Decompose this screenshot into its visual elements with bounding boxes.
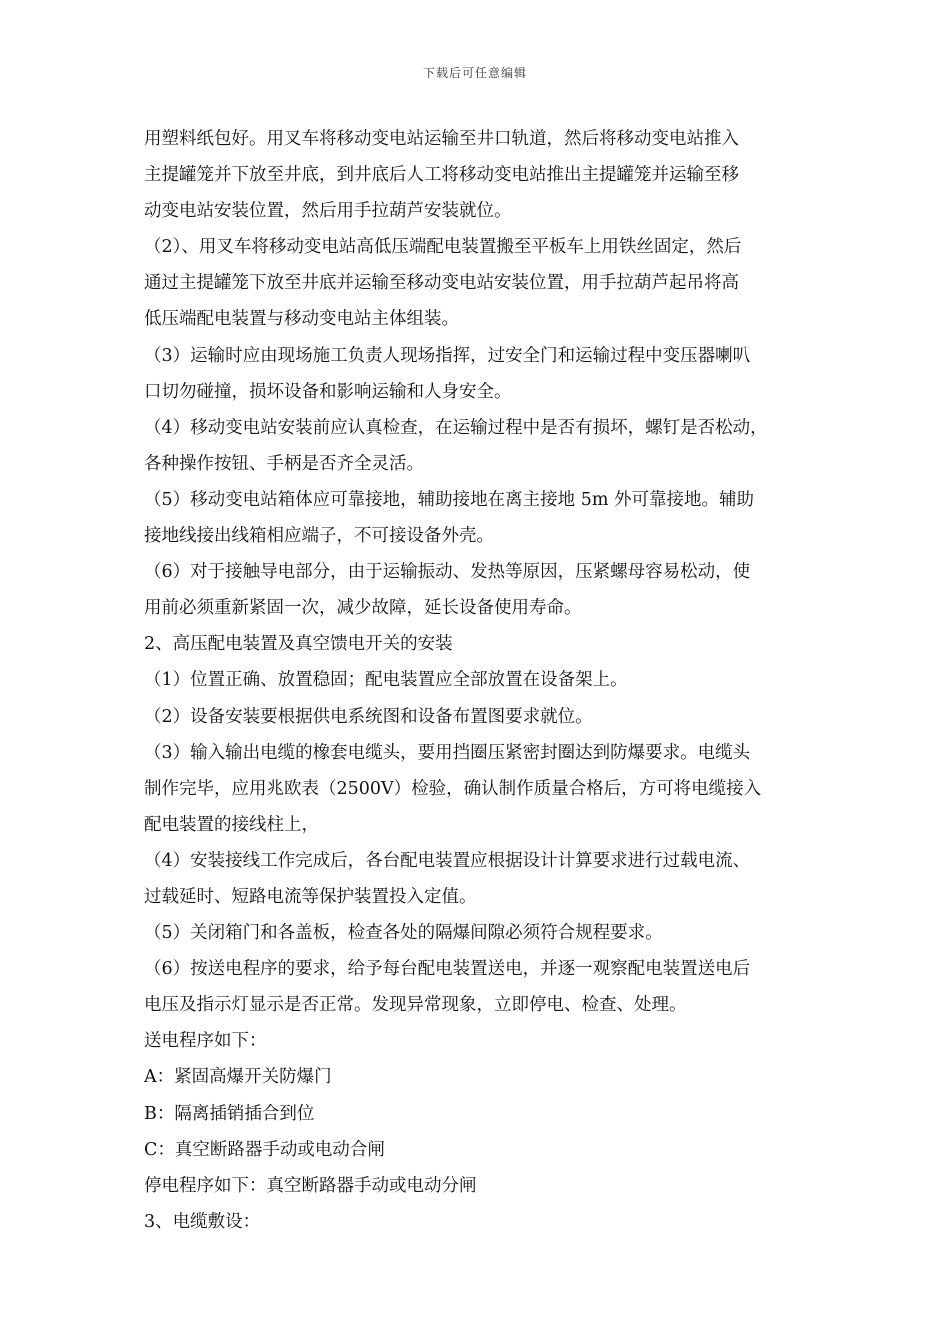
text-line: （2）、用叉车将移动变电站高低压端配电装置搬至平板车上用铁丝固定，然后 (144, 237, 742, 258)
text-line: 送电程序如下： (144, 1031, 267, 1052)
text-line: 电压及指示灯显示是否正常。发现异常现象，立即停电、检查、处理。 (144, 995, 687, 1016)
text-line: 主提罐笼并下放至井底，到井底后人工将移动变电站推出主提罐笼并运输至移 (144, 165, 739, 186)
text-line: 接地线接出线箱相应端子，不可接设备外壳。 (144, 526, 494, 547)
text-line: （1）位置正确、放置稳固；配电装置应全部放置在设备架上。 (144, 670, 628, 691)
text-line: B：隔离插销插合到位 (144, 1103, 315, 1124)
text-line: 制作完毕，应用兆欧表（2500V）检验，确认制作质量合格后，方可将电缆接入 (144, 778, 762, 799)
text-line: （5）关闭箱门和各盖板，检查各处的隔爆间隙必须符合规程要求。 (144, 923, 663, 944)
text-line: （6）按送电程序的要求，给予每台配电装置送电，并逐一观察配电装置送电后 (144, 959, 751, 980)
page-header-note: 下载后可任意编辑 (422, 66, 527, 80)
text-line: 低压端配电装置与移动变电站主体组装。 (144, 309, 459, 330)
text-line: （4）移动变电站安装前应认真检查，在运输过程中是否有损坏，螺钉是否松动， (144, 417, 768, 438)
text-line: 口切勿碰撞，损坏设备和影响运输和人身安全。 (144, 381, 512, 402)
section-heading: 2、高压配电装置及真空馈电开关的安装 (144, 634, 453, 655)
section-heading: 3、电缆敷设： (144, 1211, 261, 1232)
text-line: （5）移动变电站箱体应可靠接地，辅助接地在离主接地 5m 外可靠接地。辅助 (144, 489, 754, 510)
text-line: 停电程序如下：真空断路器手动或电动分闸 (144, 1175, 477, 1196)
text-line: （3）输入输出电缆的橡套电缆头，要用挡圈压紧密封圈达到防爆要求。电缆头 (144, 742, 751, 763)
text-line: （2）设备安装要根据供电系统图和设备布置图要求就位。 (144, 706, 593, 727)
text-line: 用前必须重新紧固一次，减少故障，延长设备使用寿命。 (144, 598, 582, 619)
text-line: （3）运输时应由现场施工负责人现场指挥，过安全门和运输过程中变压器喇叭 (144, 345, 751, 366)
text-line: 通过主提罐笼下放至井底并运输至移动变电站安装位置，用手拉葫芦起吊将高 (144, 273, 739, 294)
text-line: （6）对于接触导电部分，由于运输振动、发热等原因，压紧螺母容易松动，使 (144, 562, 751, 583)
document-body (144, 121, 824, 1240)
text-line: 各种操作按钮、手柄是否齐全灵活。 (144, 453, 424, 474)
text-line: 过载延时、短路电流等保护装置投入定值。 (144, 886, 477, 907)
text-line: 用塑料纸包好。用叉车将移动变电站运输至井口轨道，然后将移动变电站推入 (144, 129, 739, 149)
text-line: C：真空断路器手动或电动合闸 (144, 1139, 385, 1160)
text-line: （4）安装接线工作完成后，各台配电装置应根据设计计算要求进行过载电流、 (144, 850, 751, 871)
text-line: 动变电站安装位置，然后用手拉葫芦安装就位。 (144, 201, 512, 222)
text-line: 配电装置的接线柱上， (144, 814, 319, 835)
text-line: A：紧固高爆开关防爆门 (144, 1067, 332, 1088)
